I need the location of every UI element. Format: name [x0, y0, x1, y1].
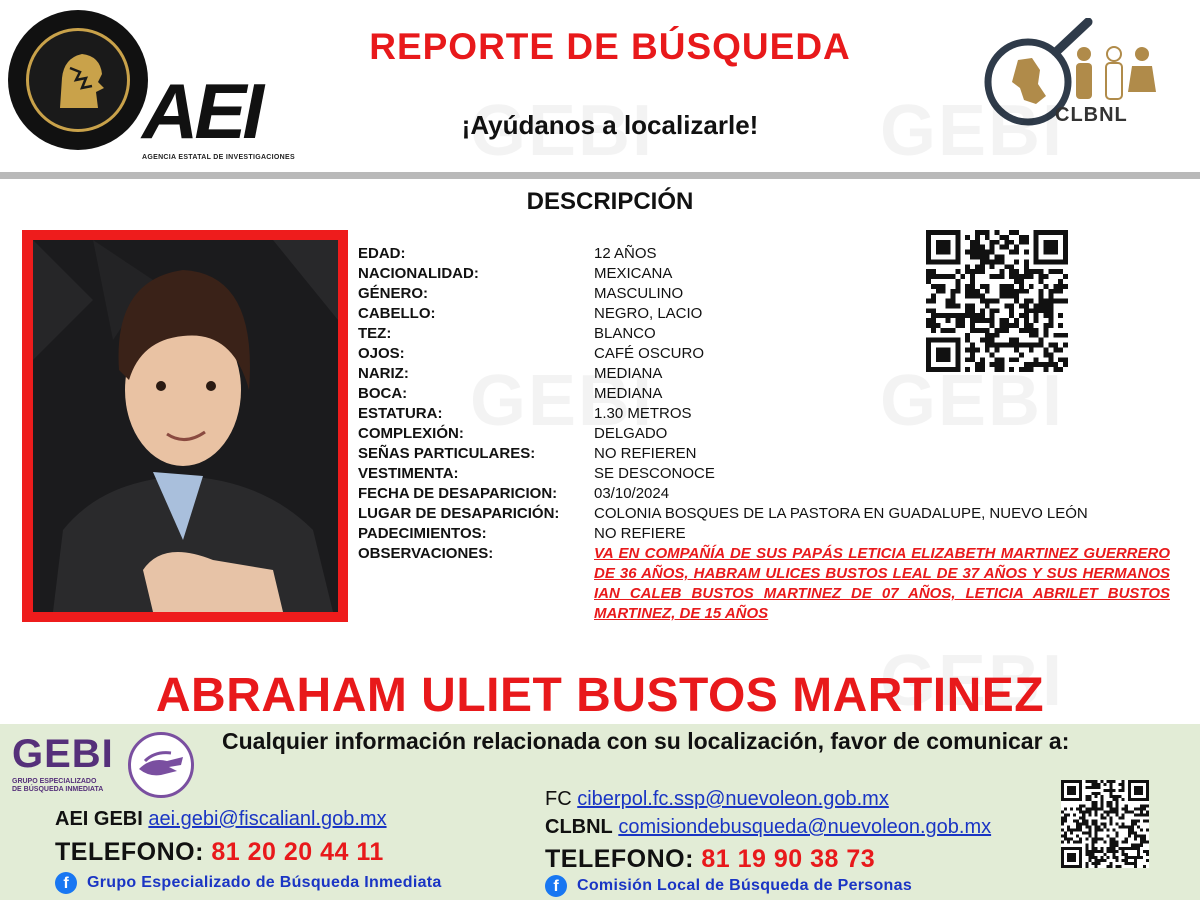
- field-label: LUGAR DE DESAPARICIÓN:: [358, 505, 560, 522]
- page-title: REPORTE DE BÚSQUEDA: [369, 26, 851, 67]
- clbnl-telephone: [545, 845, 875, 874]
- lion-emblem-icon: [52, 48, 108, 112]
- field-value: 12 AÑOS: [594, 245, 657, 262]
- aei-gebi-label: AEI GEBI: [55, 808, 143, 830]
- aei-subtitle: AGENCIA ESTATAL DE INVESTIGACIONES: [142, 154, 295, 161]
- observaciones-text: VA EN COMPAÑÍA DE SUS PAPÁS LETICIA ELIZABETH MARTINEZ GUERRERO DE 36 AÑOS, HABRAM ULICES BUSTOS LEAL DE 37 AÑOS Y SUS HERMANOS IAN CALEB BUSTOS MARTINEZ DE 07 AÑOS, LETICIA ABRILET BUSTOS MARTINEZ, DE 15 AÑOS: [594, 545, 1170, 622]
- facebook-page-name[interactable]: Comisión Local de Búsqueda de Personas: [577, 877, 913, 894]
- qr-code-icon[interactable]: [1061, 780, 1149, 868]
- header-divider: [0, 172, 1200, 179]
- clbnl-contact: [545, 816, 991, 839]
- field-label: COMPLEXIÓN:: [358, 425, 464, 442]
- field-value: MEDIANA: [594, 385, 663, 402]
- field-value: SE DESCONOCE: [594, 465, 715, 482]
- field-row: [358, 404, 1178, 424]
- field-label: NARIZ:: [358, 365, 409, 382]
- aei-telephone: [55, 838, 384, 867]
- field-value: NO REFIERE: [594, 525, 686, 542]
- field-row: [358, 504, 1178, 524]
- field-label: OJOS:: [358, 345, 405, 362]
- gebi-subtitle-line: GRUPO ESPECIALIZADO: [12, 778, 97, 785]
- facebook-page-name[interactable]: Grupo Especializado de Búsqueda Inmediata: [87, 874, 442, 891]
- watermark: [470, 90, 654, 172]
- telephone-number[interactable]: 81 19 90 38 73: [701, 845, 876, 873]
- field-label: CABELLO:: [358, 305, 436, 322]
- field-label: PADECIMIENTOS:: [358, 525, 487, 542]
- fc-contact: [545, 788, 889, 811]
- telephone-label: TELEFONO:: [545, 845, 694, 873]
- hands-icon: [131, 735, 191, 795]
- field-value: CAFÉ OSCURO: [594, 345, 705, 362]
- gebi-logo: GEBI: [12, 732, 114, 776]
- field-row: [358, 484, 1178, 504]
- clbnl-label: CLBNL: [1055, 104, 1128, 126]
- field-value: 1.30 METROS: [594, 405, 692, 422]
- clbnl-email-link[interactable]: comisiondebusqueda@nuevoleon.gob.mx: [618, 816, 992, 838]
- aei-gebi-email-link[interactable]: aei.gebi@fiscalianl.gob.mx: [148, 808, 387, 830]
- field-label: EDAD:: [358, 245, 406, 262]
- description-heading: DESCRIPCIÓN: [526, 188, 694, 215]
- aei-gebi-contact: [55, 808, 387, 831]
- gebi-subtitle: [12, 778, 103, 794]
- field-label: GÉNERO:: [358, 285, 429, 302]
- field-row: [358, 424, 1178, 444]
- field-value: MEXICANA: [594, 265, 673, 282]
- watermark: [880, 90, 1064, 172]
- field-label: ESTATURA:: [358, 405, 443, 422]
- clbnl-contact-label: CLBNL: [545, 816, 613, 838]
- field-value: DELGADO: [594, 425, 668, 442]
- field-row: [358, 384, 1178, 404]
- field-row: [358, 544, 1178, 624]
- field-label: TEZ:: [358, 325, 392, 342]
- clbnl-facebook-link[interactable]: [545, 875, 912, 897]
- telephone-number[interactable]: 81 20 20 44 11: [211, 838, 384, 866]
- missing-person-name: ABRAHAM ULIET BUSTOS MARTINEZ: [155, 669, 1045, 722]
- field-label: BOCA:: [358, 385, 408, 402]
- field-label: NACIONALIDAD:: [358, 265, 479, 282]
- field-row: [358, 464, 1178, 484]
- telephone-label: TELEFONO:: [55, 838, 204, 866]
- gebi-facebook-link[interactable]: [55, 872, 442, 894]
- gebi-hands-icon: [128, 732, 194, 798]
- field-label: FECHA DE DESAPARICION:: [358, 485, 558, 502]
- field-row: [358, 524, 1178, 544]
- contact-heading: Cualquier información relacionada con su localización, favor de comunicar a:: [222, 728, 1070, 754]
- field-value: NO REFIEREN: [594, 445, 697, 462]
- aei-logo: AEI: [142, 67, 261, 155]
- field-label: VESTIMENTA:: [358, 465, 459, 482]
- fc-email-link[interactable]: ciberpol.fc.ssp@nuevoleon.gob.mx: [577, 788, 889, 810]
- gebi-subtitle-line: DE BÚSQUEDA INMEDIATA: [12, 786, 104, 793]
- field-value: MASCULINO: [594, 285, 684, 302]
- missing-person-photo: [33, 240, 338, 612]
- field-value: 03/10/2024: [594, 485, 670, 502]
- facebook-icon: f: [545, 875, 567, 897]
- field-value: BLANCO: [594, 325, 656, 342]
- field-row: [358, 444, 1178, 464]
- fc-label: FC: [545, 788, 572, 810]
- observaciones-label: OBSERVACIONES:: [358, 545, 494, 562]
- facebook-icon: f: [55, 872, 77, 894]
- field-value: MEDIANA: [594, 365, 663, 382]
- portrait-illustration: [33, 240, 338, 612]
- qr-code-icon[interactable]: [926, 230, 1068, 372]
- page-subtitle: ¡Ayúdanos a localizarle!: [461, 110, 759, 140]
- field-value: COLONIA BOSQUES DE LA PASTORA EN GUADALUPE, NUEVO LEÓN: [594, 505, 1088, 522]
- field-value: NEGRO, LACIO: [594, 305, 703, 322]
- field-label: SEÑAS PARTICULARES:: [358, 445, 536, 462]
